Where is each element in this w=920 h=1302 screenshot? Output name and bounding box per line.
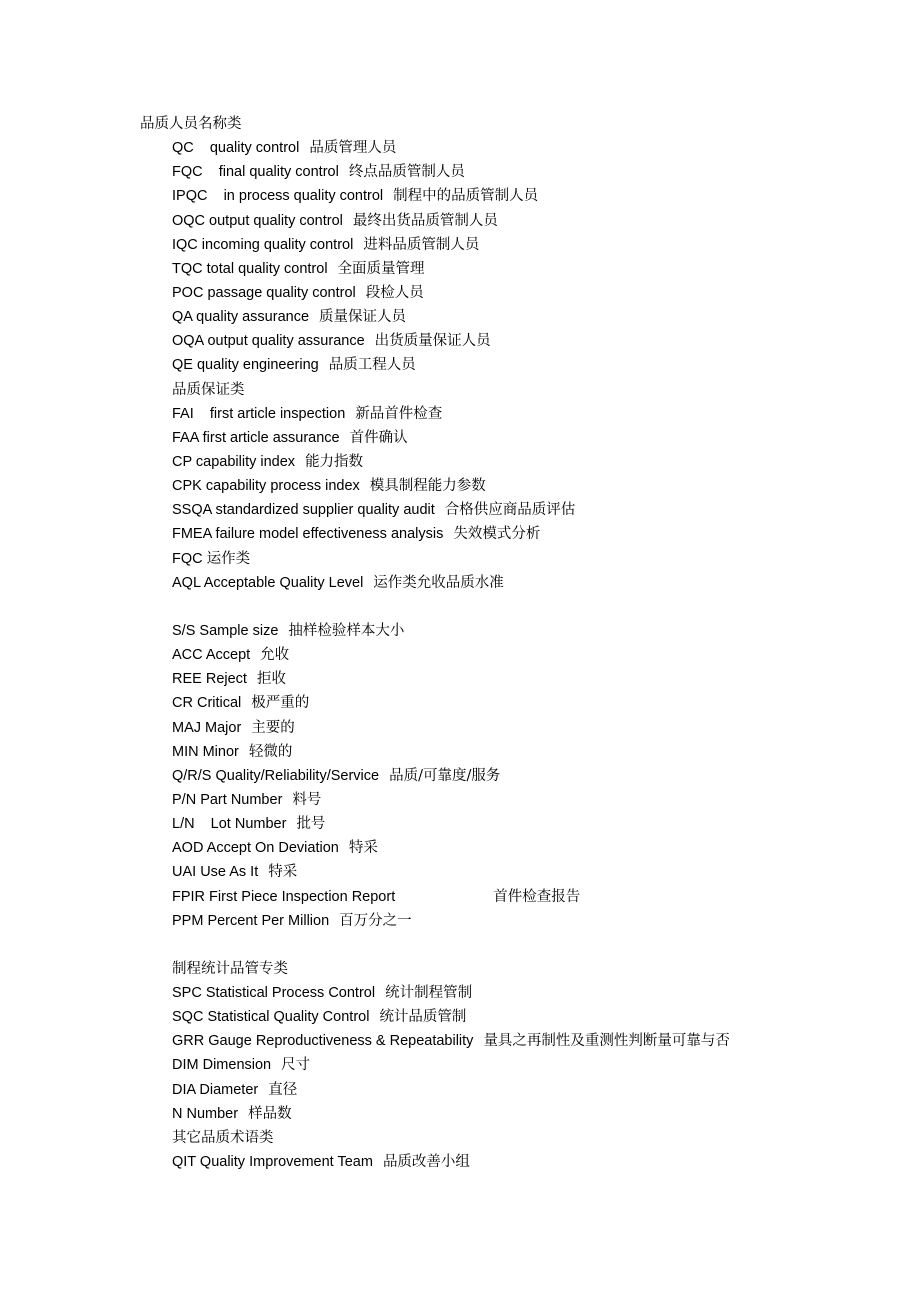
term-entry [140, 305, 840, 329]
term-entry [140, 1078, 840, 1102]
term-english: L/N Lot Number [172, 816, 287, 833]
term-entry [140, 1053, 840, 1077]
term-entry [140, 716, 840, 740]
section-heading [140, 547, 840, 571]
term-chinese: 批号 [296, 816, 326, 833]
term-english: AQL Acceptable Quality Level [172, 574, 364, 591]
term-chinese: 首件确认 [349, 429, 408, 446]
term-chinese: 品质/可靠度/服务 [389, 767, 501, 784]
term-chinese: 出货质量保证人员 [374, 333, 491, 350]
term-chinese: 统计品质管制 [379, 1009, 467, 1026]
term-chinese: 品质改善小组 [382, 1154, 470, 1171]
term-entry [140, 353, 840, 377]
term-english: N Number [172, 1105, 239, 1122]
term-entry [140, 498, 840, 522]
term-entry [140, 740, 840, 764]
term-english: IQC incoming quality control [172, 236, 354, 253]
term-english: FAI first article inspection [172, 405, 346, 422]
term-chinese: 全面质量管理 [337, 260, 425, 277]
term-entry [140, 1102, 840, 1126]
blank-line [140, 595, 840, 619]
term-english: DIA Diameter [172, 1081, 259, 1098]
term-english: CR Critical [172, 695, 242, 712]
term-entry [140, 136, 840, 160]
term-chinese: 统计制程管制 [385, 985, 473, 1002]
term-chinese: 拒收 [256, 671, 286, 688]
term-entry [140, 209, 840, 233]
term-chinese: 量具之再制性及重测性判断量可靠与否 [483, 1033, 730, 1050]
term-list [140, 136, 840, 1174]
term-chinese: 运作类允收品质水准 [373, 574, 504, 591]
term-entry [140, 909, 840, 933]
term-english: MAJ Major [172, 719, 242, 736]
term-english: POC passage quality control [172, 284, 356, 301]
term-english: FPIR First Piece Inspection Report [172, 888, 396, 905]
term-chinese: 允收 [260, 647, 290, 664]
term-english: OQA output quality assurance [172, 333, 365, 350]
term-chinese: 终点品质管制人员 [348, 164, 465, 181]
term-chinese: 进料品质管制人员 [363, 236, 480, 253]
term-english: CP capability index [172, 453, 296, 470]
document-content [140, 112, 840, 1174]
term-entry [140, 184, 840, 208]
term-entry [140, 691, 840, 715]
term-entry [140, 522, 840, 546]
term-english: QC quality control [172, 140, 300, 157]
term-english: TQC total quality control [172, 260, 328, 277]
heading-code: FQC [172, 550, 203, 567]
term-entry [140, 402, 840, 426]
term-chinese: 抽样检验样本大小 [288, 622, 405, 639]
term-english: SSQA standardized supplier quality audit [172, 502, 435, 519]
term-entry [140, 474, 840, 498]
term-chinese: 百万分之一 [339, 912, 412, 929]
term-chinese: 特采 [268, 864, 298, 881]
term-chinese: 尺寸 [281, 1057, 311, 1074]
term-english: PPM Percent Per Million [172, 912, 330, 929]
term-entry [140, 885, 840, 909]
term-entry [140, 812, 840, 836]
term-english: AOD Accept On Deviation [172, 840, 339, 857]
term-chinese: 品质管理人员 [309, 140, 397, 157]
term-entry [140, 1005, 840, 1029]
term-english: FMEA failure model effectiveness analysis [172, 526, 444, 543]
term-chinese: 最终出货品质管制人员 [352, 212, 498, 229]
term-english: S/S Sample size [172, 622, 279, 639]
term-entry [140, 836, 840, 860]
term-chinese: 能力指数 [305, 453, 364, 470]
term-english: QE quality engineering [172, 357, 319, 374]
term-chinese: 主要的 [251, 719, 295, 736]
term-chinese: 直径 [268, 1081, 298, 1098]
term-chinese: 极严重的 [251, 695, 310, 712]
term-english: FAA first article assurance [172, 429, 340, 446]
term-english: P/N Part Number [172, 791, 283, 808]
term-chinese: 模具制程能力参数 [369, 478, 486, 495]
term-entry [140, 788, 840, 812]
term-chinese: 新品首件检查 [355, 405, 443, 422]
term-entry [140, 281, 840, 305]
term-english: DIM Dimension [172, 1057, 272, 1074]
section-heading: 其它品质术语类 [172, 1129, 274, 1146]
term-entry [140, 426, 840, 450]
term-chinese: 特采 [348, 840, 378, 857]
term-chinese: 料号 [292, 791, 322, 808]
term-entry [140, 329, 840, 353]
term-english: MIN Minor [172, 743, 239, 760]
term-english: FQC final quality control [172, 164, 339, 181]
term-english: CPK capability process index [172, 478, 360, 495]
term-entry [140, 981, 840, 1005]
term-english: IPQC in process quality control [172, 188, 384, 205]
term-english: REE Reject [172, 671, 247, 688]
term-entry [140, 450, 840, 474]
term-entry [140, 643, 840, 667]
term-english: QA quality assurance [172, 309, 310, 326]
term-entry [140, 1029, 840, 1053]
section-heading: 制程统计品管专类 [172, 960, 288, 977]
section-heading: 品质保证类 [172, 381, 245, 398]
term-entry [140, 571, 840, 595]
term-chinese: 首件检查报告 [493, 888, 581, 905]
term-chinese: 制程中的品质管制人员 [393, 188, 539, 205]
term-chinese: 合格供应商品质评估 [444, 502, 576, 519]
term-english: ACC Accept [172, 647, 251, 664]
term-entry [140, 1150, 840, 1174]
blank-line [140, 933, 840, 957]
term-entry [140, 860, 840, 884]
term-english: QIT Quality Improvement Team [172, 1154, 373, 1171]
term-entry [140, 257, 840, 281]
term-chinese: 轻微的 [248, 743, 293, 760]
term-english: SPC Statistical Process Control [172, 985, 376, 1002]
term-entry [140, 233, 840, 257]
term-chinese: 失效模式分析 [453, 526, 541, 543]
term-english: Q/R/S Quality/Reliability/Service [172, 767, 380, 784]
term-entry [140, 667, 840, 691]
term-entry [140, 160, 840, 184]
term-english: UAI Use As It [172, 864, 259, 881]
term-english: OQC output quality control [172, 212, 343, 229]
term-entry [140, 764, 840, 788]
term-english: GRR Gauge Reproductiveness & Repeatability [172, 1033, 474, 1050]
term-chinese: 质量保证人员 [319, 309, 407, 326]
term-entry [140, 619, 840, 643]
term-english: SQC Statistical Quality Control [172, 1009, 370, 1026]
document-title: 品质人员名称类 [140, 116, 242, 132]
heading-text: 运作类 [206, 550, 251, 567]
term-chinese: 段检人员 [365, 284, 424, 301]
term-chinese: 样品数 [248, 1105, 292, 1122]
term-chinese: 品质工程人员 [328, 357, 416, 374]
